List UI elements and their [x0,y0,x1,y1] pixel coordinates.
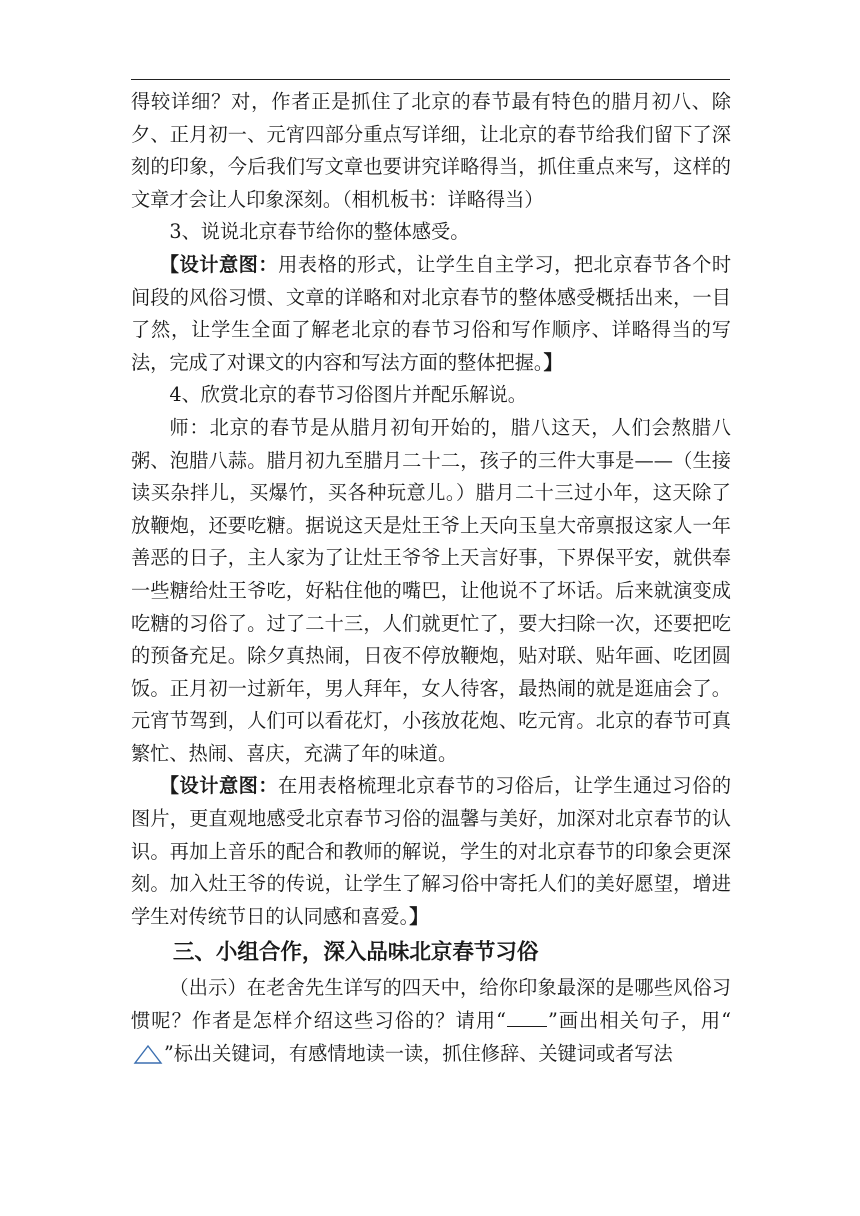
triangle-icon [133,1043,163,1065]
section-heading: 三、小组合作，深入品味北京春节习俗 [172,940,539,966]
design-intent-text: 用表格的形式，让学生自主学习，把北京春节各个时间段的风俗习惯、文章的详略和对北京春节的整体感受概括出来，一目了然，让学生全面了解老北京的春节习俗和写作顺序、详略得当的写法，完成了对课文的内容和写法方面的整体把握。 [131,252,732,374]
final-paragraph [131,972,731,1070]
design-intent-2 [131,770,731,933]
header-rule [131,79,730,80]
design-intent-text: 在用表格梳理北京春节的习俗后，让学生通过习俗的图片，更直观地感受北京春节习俗的温馨与美好，加深对北京春节的认识。再加上音乐的配合和教师的解说，学生的对北京春节的印象会更深刻。加入灶王爷的传说，让学生了解习俗中寄托人们的美好愿望，增进学生对传统节日的认同感和喜爱。 [131,774,732,928]
design-intent-closing: 】 [543,350,563,374]
final-paragraph-part-1: （出示）在老舍先生详写的四天中，给你印象最深的是哪些风俗习惯呢？作者是怎样介绍这些习俗的？请用“ [131,976,731,1033]
final-paragraph-part-2: ”画出相关句子，用“ [547,1009,731,1033]
step-4: 4、欣赏北京的春节习俗图片并配乐解说。 [169,383,527,407]
design-intent-label: 【设计意图： [159,774,279,798]
final-paragraph-part-3: ”标出关键词，有感情地读一读，抓住修辞、关键词或者写法 [164,1041,673,1065]
paragraph-continued: 得较详细？对，作者正是抓住了北京的春节最有特色的腊月初八、除夕、正月初一、元宵四部分重点写详细，让北京的春节给我们留下了深刻的印象，今后我们写文章也要讲究详略得当，抓住重点来写，这样的文章才会让人印象深刻。（相机板书：详略得当） [131,90,731,211]
design-intent-label: 【设计意图： [159,252,279,276]
document-body [131,86,731,1070]
design-intent-1 [131,249,731,379]
step-3: 3、说说北京春节给你的整体感受。 [169,220,470,244]
blank-underline-mark [507,1012,547,1027]
teacher-speech: 师：北京的春节是从腊月初旬开始的，腊八这天，人们会熬腊八粥、泡腊八蒜。腊月初九至腊月二十二，孩子的三件大事是——（生接读买杂拌儿，买爆竹，买各种玩意儿。）腊月二十三过小年，这天除了放鞭炮，还要吃糖。据说这天是灶王爷上天向玉皇大帝禀报这家人一年善恶的日子，主人家为了让灶王爷爷上天言好事，下界保平安，就供奉一些糖给灶王爷吃，好粘住他的嘴巴，让他说不了坏话。后来就演变成吃糖的习俗了。过了二十三，人们就更忙了，要大扫除一次，还要把吃的预备充足。除夕真热闹，日夜不停放鞭炮，贴对联、贴年画、吃团圆饭。正月初一过新年，男人拜年，女人待客，最热闹的就是逛庙会了。元宵节驾到，人们可以看花灯，小孩放花炮、吃元宵。北京的春节可真繁忙、热闹、喜庆，充满了年的味道。 [131,415,731,765]
design-intent-closing: 】 [409,904,429,928]
